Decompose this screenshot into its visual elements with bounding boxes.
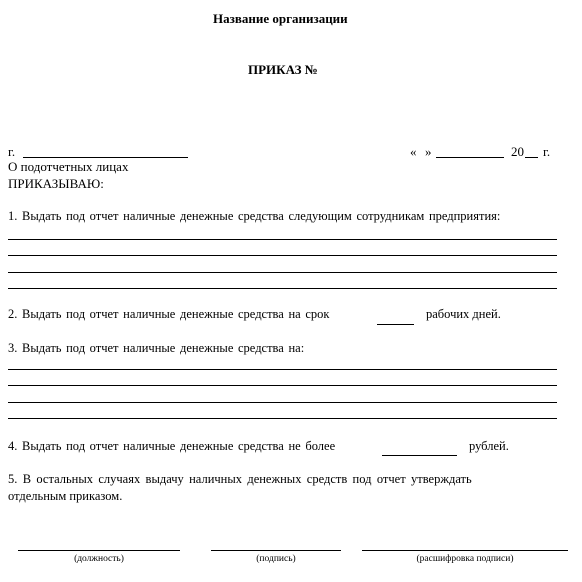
year-suffix: г. [543,144,551,159]
amount-field-line[interactable] [382,455,457,456]
item-3-line[interactable] [8,385,557,386]
decoding-label: (расшифровка подписи) [416,554,514,564]
date-quote-close: » [425,144,432,159]
item-3-line[interactable] [8,369,557,370]
signature-label: (подпись) [256,554,296,564]
month-field-line[interactable] [436,157,504,158]
item-2-suffix: рабочих дней. [426,307,501,321]
signature-line[interactable] [211,550,341,551]
item-1-line[interactable] [8,239,557,240]
item-1-text: 1. Выдать под отчет наличные денежные средства следующим сотрудникам предприятия: [8,209,501,223]
term-days-field-line[interactable] [377,324,414,325]
city-field-line[interactable] [23,157,188,158]
position-label: (должность) [74,554,124,564]
year-field-line[interactable] [525,157,538,158]
city-prefix: г. [8,144,16,159]
item-2-text: 2. Выдать под отчет наличные денежные средства на срок [8,307,330,321]
organization-name: Название организации [213,11,348,26]
item-4-suffix: рублей. [469,439,509,453]
item-5-text-line1: 5. В остальных случаях выдачу наличных денежных средств под отчет утверждать [8,472,472,486]
item-5-text-line2: отдельным приказом. [8,489,123,503]
item-1-line[interactable] [8,272,557,273]
decoding-signature-line[interactable] [362,550,568,551]
item-1-line[interactable] [8,255,557,256]
item-3-text: 3. Выдать под отчет наличные денежные средства на: [8,341,305,355]
order-subject: О подотчетных лицах [8,159,129,174]
order-word: ПРИКАЗЫВАЮ: [8,176,104,191]
item-3-line[interactable] [8,402,557,403]
item-4-text: 4. Выдать под отчет наличные денежные средства не более [8,439,336,453]
order-title: ПРИКАЗ № [248,62,318,77]
position-signature-line[interactable] [18,550,180,551]
item-1-line[interactable] [8,288,557,289]
item-3-line[interactable] [8,418,557,419]
year-prefix: 20 [511,144,524,159]
date-quote-open: « [410,144,417,159]
